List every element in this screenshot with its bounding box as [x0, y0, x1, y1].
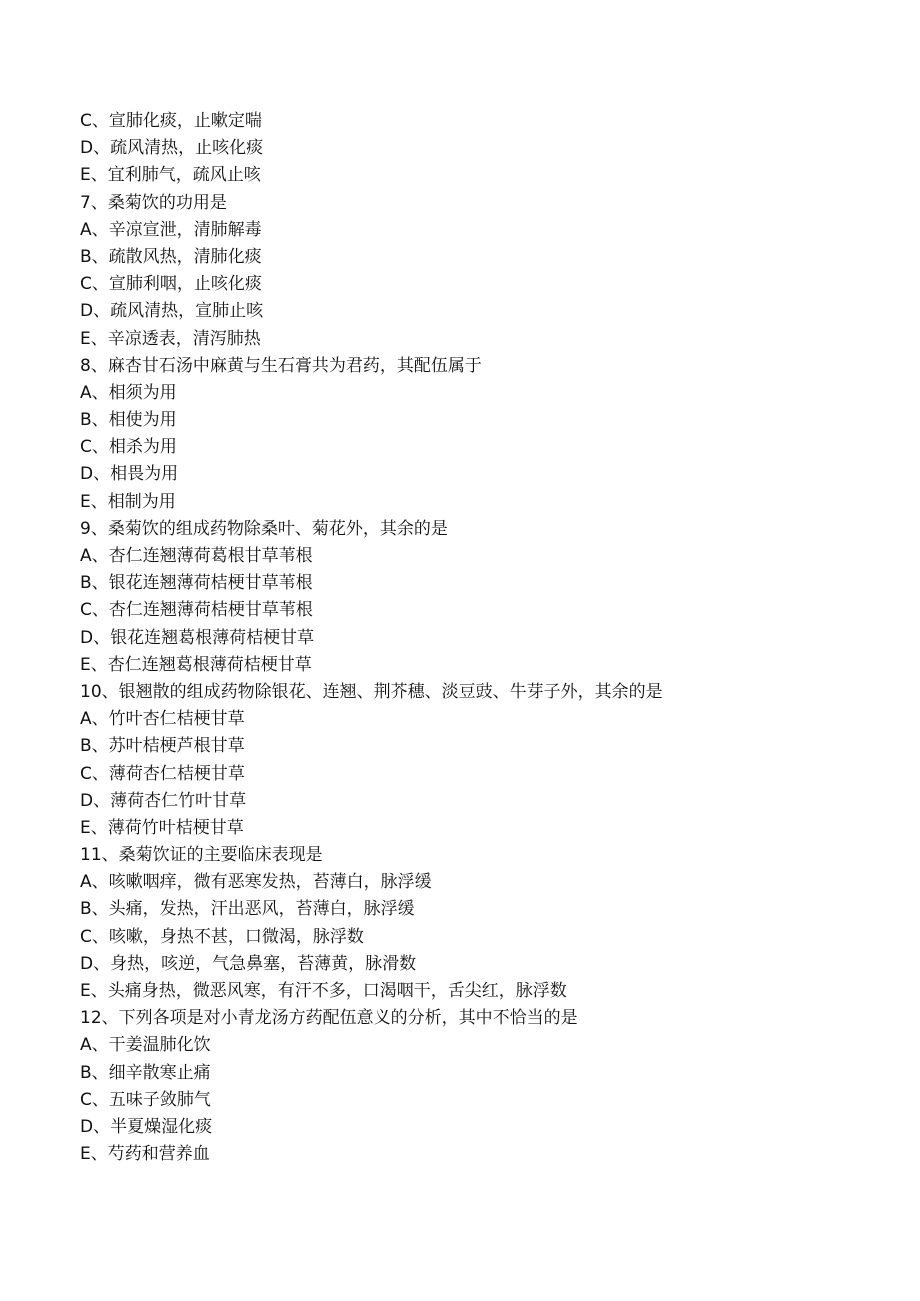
answer-option-line: C、宣肺化痰，止嗽定喘 [80, 111, 262, 131]
answer-option-line: B、细辛散寒止痛 [80, 1062, 211, 1083]
answer-option-line: C、宣肺利咽，止咳化痰 [80, 274, 262, 295]
answer-option-line: E、杏仁连翘葛根薄荷桔梗甘草 [80, 654, 312, 675]
answer-option-line: E、相制为用 [80, 491, 176, 512]
question-line: 10、银翘散的组成药物除银花、连翘、荆芥穗、淡豆豉、牛芽子外，其余的是 [80, 681, 663, 702]
answer-option-line: B、头痛，发热，汗出恶风，苔薄白，脉浮缓 [80, 899, 415, 920]
answer-option-line: A、干姜温肺化饮 [80, 1035, 211, 1056]
question-line: 11、桑菊饮证的主要临床表现是 [80, 845, 323, 866]
question-line: 8、麻杏甘石汤中麻黄与生石膏共为君药，其配伍属于 [80, 355, 482, 376]
answer-option-line: C、五味子敛肺气 [80, 1089, 211, 1110]
answer-option-line: D、半夏燥湿化痰 [80, 1116, 213, 1137]
answer-option-line: E、辛凉透表，清泻肺热 [80, 328, 261, 349]
answer-option-line: A、竹叶杏仁桔梗甘草 [80, 709, 245, 730]
answer-option-line: C、相杀为用 [80, 437, 177, 458]
answer-option-line: D、疏风清热，止咳化痰 [80, 138, 264, 159]
answer-option-line: B、疏散风热，清肺化痰 [80, 246, 262, 267]
answer-option-line: A、杏仁连翘薄荷葛根甘草苇根 [80, 546, 313, 566]
answer-option-line: B、相使为用 [80, 410, 177, 431]
answer-option-line: D、银花连翘葛根薄荷桔梗甘草 [80, 627, 315, 648]
answer-option-line: A、辛凉宣泄，清肺解毒 [80, 219, 262, 240]
answer-option-line: E、芍药和营养血 [80, 1144, 210, 1165]
document-body [80, 108, 860, 1168]
answer-option-line: E、头痛身热，微恶风寒，有汗不多，口渴咽干，舌尖红，脉浮数 [80, 981, 567, 1001]
answer-option-line: C、杏仁连翘薄荷桔梗甘草苇根 [80, 600, 313, 621]
answer-option-line: C、咳嗽，身热不甚，口微渴，脉浮数 [80, 926, 364, 947]
answer-option-line: E、薄荷竹叶桔梗甘草 [80, 817, 244, 838]
answer-option-line: A、相须为用 [80, 382, 177, 403]
question-line: 9、桑菊饮的组成药物除桑叶、菊花外，其余的是 [80, 518, 448, 539]
answer-option-line: D、相畏为用 [80, 464, 179, 485]
answer-option-line: B、银花连翘薄荷桔梗甘草苇根 [80, 573, 313, 594]
answer-option-line: D、薄荷杏仁竹叶甘草 [80, 790, 247, 811]
answer-option-line: A、咳嗽咽痒，微有恶寒发热，苔薄白，脉浮缓 [80, 872, 432, 893]
question-line: 12、下列各项是对小青龙汤方药配伍意义的分析，其中不恰当的是 [80, 1008, 578, 1029]
answer-option-line: B、苏叶桔梗芦根甘草 [80, 736, 245, 757]
answer-option-line: D、身热，咳逆，气急鼻塞，苔薄黄，脉滑数 [80, 953, 417, 974]
answer-option-line: E、宜利肺气，疏风止咳 [80, 165, 261, 186]
answer-option-line: D、疏风清热，宣肺止咳 [80, 301, 264, 322]
question-line: 7、桑菊饮的功用是 [80, 192, 227, 213]
answer-option-line: C、薄荷杏仁桔梗甘草 [80, 763, 245, 784]
